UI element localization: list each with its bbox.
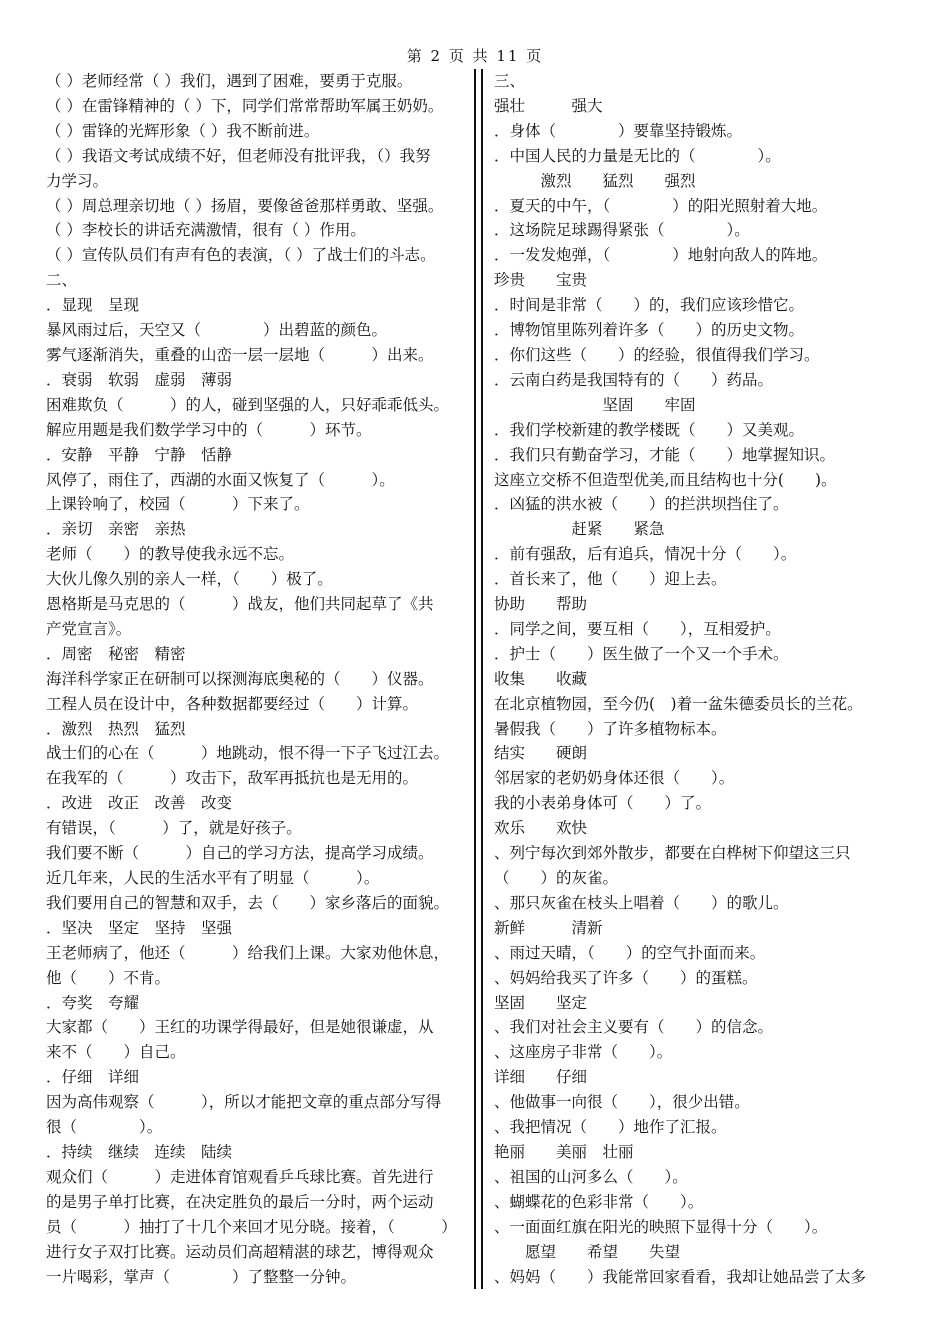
- text-line: 赶紧 紧急: [494, 520, 665, 539]
- text-line: 收集 收藏: [494, 669, 588, 688]
- text-line: （ ）的灰雀。: [494, 869, 619, 887]
- text-line: 、那只灰雀在枝头上唱着（ ）的歌儿。: [494, 893, 789, 912]
- text-line: 、这座房子非常（ ）。: [494, 1043, 673, 1062]
- text-line: （ ）我语文考试成绩不好，但老师没有批评我，（）我努: [46, 146, 431, 165]
- text-line: 暑假我（ ）了许多植物标本。: [494, 719, 727, 738]
- text-line: 观众们（ ）走进体育馆观看乒乓球比赛。首先进行: [46, 1167, 434, 1186]
- text-line: 大伙儿像久别的亲人一样，（ ）极了。: [46, 570, 333, 589]
- text-line: 有错误，（ ）了，就是好孩子。: [46, 819, 302, 838]
- text-line: 、我把情况（ ）地作了汇报。: [494, 1118, 727, 1137]
- text-line: （ ）周总理亲切地（ ）扬眉，要像爸爸那样勇敢、坚强。: [46, 196, 444, 215]
- text-line: （ ）在雷锋精神的（ ）下，同学们常常帮助军属王奶奶。: [46, 96, 444, 115]
- text-line: 、我们对社会主义要有（ ）的信念。: [494, 1018, 774, 1037]
- text-line: 风停了，雨住了，西湖的水面又恢复了（ ）。: [46, 470, 395, 489]
- text-line: 在我军的（ ）攻击下，敌军再抵抗也是无用的。: [46, 769, 419, 788]
- text-line: ．周密 秘密 精密: [46, 644, 186, 663]
- text-line: ．改进 改正 改善 改变: [46, 794, 233, 813]
- text-line: 详细 仔细: [494, 1068, 588, 1087]
- text-line: 战士们的心在（ ）地跳动，恨不得一下子飞过江去。: [46, 744, 450, 763]
- text-line: 的是男子单打比赛，在决定胜负的最后一分时，两个运动: [46, 1192, 434, 1211]
- text-line: 员（ ）抽打了十几个来回才见分晓。接着，（ ）: [46, 1217, 457, 1236]
- text-line: 王老师病了，他还（ ）给我们上课。大家劝他休息，: [46, 943, 450, 962]
- text-line: ．激烈 热烈 猛烈: [46, 719, 186, 738]
- text-line: 上课铃响了，校园（ ）下来了。: [46, 495, 310, 514]
- text-line: ．中国人民的力量是无比的（ ）。: [494, 146, 781, 165]
- column-divider: [474, 69, 476, 1289]
- text-line: 珍贵 宝贵: [494, 271, 588, 290]
- text-line: ．云南白药是我国特有的（ ）药品。: [494, 370, 774, 389]
- column-divider: [481, 69, 483, 1289]
- text-line: 老师（ ）的教导使我永远不忘。: [46, 545, 295, 564]
- text-line: ．同学之间，要互相（ ），互相爱护。: [494, 619, 781, 638]
- text-line: （ ）雷锋的光辉形象（ ）我不断前进。: [46, 121, 320, 140]
- text-line: ．时间是非常（ ）的，我们应该珍惜它。: [494, 296, 805, 315]
- text-line: 我们要用自己的智慧和双手，去（ ）家乡落后的面貌。: [46, 893, 450, 912]
- text-line: ．显现 呈现: [46, 296, 140, 315]
- text-line: ．我们只有勤奋学习，才能（ ）地掌握知识。: [494, 445, 836, 464]
- text-line: 邻居家的老奶奶身体还很（ ）。: [494, 769, 735, 788]
- text-line: ．护士（ ）医生做了一个又一个手术。: [494, 644, 789, 663]
- text-line: （ ）宣传队员们有声有色的表演，（ ）了战士们的斗志。: [46, 246, 436, 265]
- text-line: 坚固 牢固: [494, 395, 696, 414]
- text-line: ．首长来了，他（ ）迎上去。: [494, 570, 727, 589]
- text-line: ．夏天的中午，（ ）的阳光照射着大地。: [494, 196, 828, 215]
- text-line: 新鲜 清新: [494, 918, 603, 937]
- text-line: 他（ ）不肯。: [46, 968, 171, 987]
- text-line: 、列宁每次到郊外散步，都要在白桦树下仰望这三只: [494, 844, 851, 863]
- text-line: （ ）老师经常（ ）我们，遇到了困难，要勇于克服。: [46, 72, 413, 90]
- text-line: 一片喝彩，掌声（ ）了整整一分钟。: [46, 1267, 357, 1286]
- text-line: 三、: [494, 72, 526, 90]
- text-line: ．衰弱 软弱 虚弱 薄弱: [46, 370, 233, 389]
- text-line: ．一发发炮弹，（ ）地射向敌人的阵地。: [494, 246, 828, 265]
- text-line: ．亲切 亲密 亲热: [46, 520, 186, 539]
- text-line: 、蝴蝶花的色彩非常（ ）。: [494, 1192, 704, 1211]
- text-line: 进行女子双打比赛。运动员们高超精湛的球艺，博得观众: [46, 1242, 434, 1261]
- text-line: 、他做事一向很（ ），很少出错。: [494, 1093, 750, 1112]
- text-line: ．博物馆里陈列着许多（ ）的历史文物。: [494, 321, 805, 340]
- text-line: ．身体（ ）要靠坚持锻炼。: [494, 121, 743, 140]
- text-line: 大家都（ ）王红的功课学得最好，但是她很谦虚，从: [46, 1018, 434, 1037]
- text-line: ．安静 平静 宁静 恬静: [46, 445, 233, 464]
- text-line: 愿望 希望 失望: [494, 1242, 681, 1261]
- text-line: ．仔细 详细: [46, 1068, 140, 1087]
- text-line: 结实 硬朗: [494, 744, 588, 763]
- text-line: ．前有强敌，后有追兵，情况十分（ ）。: [494, 545, 797, 564]
- text-line: 欢乐 欢快: [494, 819, 588, 838]
- text-line: 海洋科学家正在研制可以探测海底奥秘的（ ）仪器。: [46, 669, 434, 688]
- text-line: 坚固 坚定: [494, 993, 588, 1012]
- text-line: 我们要不断（ ）自己的学习方法，提高学习成绩。: [46, 844, 434, 863]
- text-line: 来不（ ）自己。: [46, 1043, 186, 1062]
- text-line: 工程人员在设计中，各种数据都要经过（ ）计算。: [46, 694, 419, 713]
- left-column: [46, 69, 464, 1289]
- text-line: 、妈妈给我买了许多（ ）的蛋糕。: [494, 968, 758, 987]
- right-column: [494, 69, 909, 1289]
- text-line: 、妈妈（ ）我能常回家看看，我却让她品尝了太多: [494, 1267, 867, 1286]
- page-number-header: 第 2 页 共 11 页: [406, 47, 544, 65]
- text-line: 解应用题是我们数学学习中的（ ）环节。: [46, 420, 372, 439]
- text-line: 、祖国的山河多么（ ）。: [494, 1167, 688, 1186]
- text-line: 、雨过天晴，（ ）的空气扑面而来。: [494, 943, 766, 962]
- text-line: 我的小表弟身体可（ ）了。: [494, 794, 712, 813]
- text-line: 因为高伟观察（ ），所以才能把文章的重点部分写得: [46, 1093, 442, 1112]
- text-line: 在北京植物园，至今仍( )着一盆朱德委员长的兰花。: [494, 694, 863, 713]
- text-line: ．持续 继续 连续 陆续: [46, 1142, 233, 1161]
- text-line: 协助 帮助: [494, 595, 588, 614]
- text-line: 雾气逐渐消失，重叠的山峦一层一层地（ ）出来。: [46, 345, 434, 364]
- text-line: 困难欺负（ ）的人，碰到坚强的人，只好乖乖低头。: [46, 395, 450, 414]
- text-line: 、一面面红旗在阳光的映照下显得十分（ ）。: [494, 1217, 828, 1236]
- text-line: 很（ ）。: [46, 1118, 163, 1137]
- text-line: （ ）李校长的讲话充满激情，很有（ ）作用。: [46, 221, 366, 240]
- text-line: ．我们学校新建的教学楼既（ ）又美观。: [494, 420, 805, 439]
- text-line: 强壮 强大: [494, 96, 603, 115]
- text-line: 艳丽 美丽 壮丽: [494, 1142, 634, 1161]
- text-line: 产党宣言》。: [46, 619, 132, 638]
- text-line: ．凶猛的洪水被（ ）的拦洪坝挡住了。: [494, 495, 789, 514]
- text-line: 暴风雨过后，天空又（ ）出碧蓝的颜色。: [46, 321, 388, 340]
- text-line: ．你们这些（ ）的经验，很值得我们学习。: [494, 345, 820, 364]
- text-line: ．坚决 坚定 坚持 坚强: [46, 918, 233, 937]
- text-line: 恩格斯是马克思的（ ）战友，他们共同起草了《共: [46, 595, 434, 614]
- text-line: ．这场院足球踢得紧张（ ）。: [494, 221, 750, 240]
- text-line: 力学习。: [46, 171, 109, 190]
- text-line: 这座立交桥不但造型优美,而且结构也十分( )。: [494, 470, 837, 489]
- text-line: 二、: [46, 271, 78, 290]
- text-line: ．夸奖 夸耀: [46, 993, 140, 1012]
- text-line: 近几年来，人民的生活水平有了明显（ ）。: [46, 869, 380, 887]
- text-line: 激烈 猛烈 强烈: [494, 171, 696, 190]
